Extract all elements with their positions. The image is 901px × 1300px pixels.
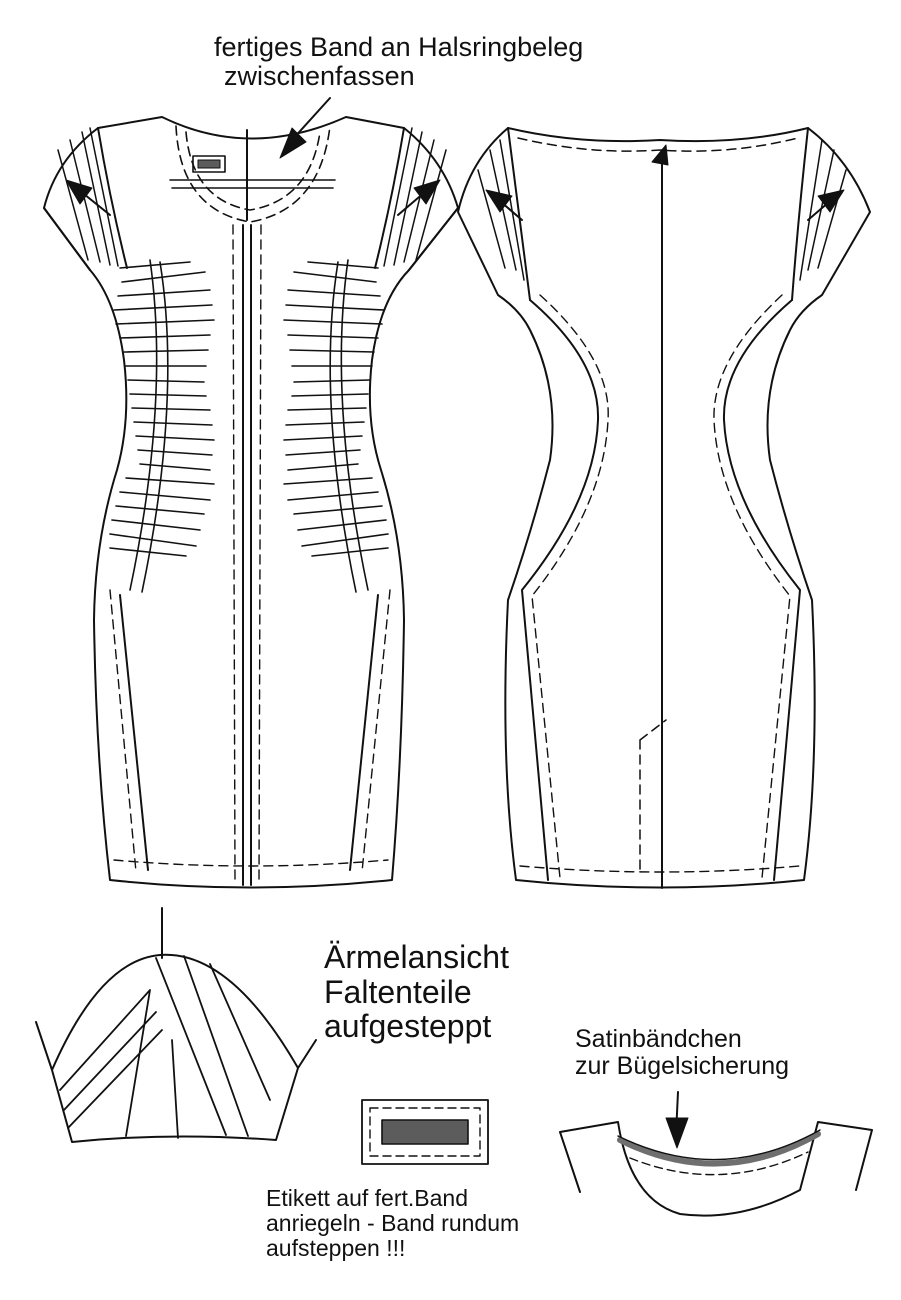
band-note-line1: fertiges Band an Halsringbeleg <box>214 32 584 62</box>
back-side-panel-left <box>522 300 598 880</box>
label-tag <box>382 1120 468 1144</box>
front-side-panel <box>120 595 378 870</box>
back-side-panel-right <box>724 300 800 880</box>
front-center-seam <box>243 130 251 885</box>
sleeve-note-line2: Faltenteile <box>324 973 472 1010</box>
sleeve-view-note <box>324 940 509 1044</box>
neck-band-detail-view <box>560 1092 872 1216</box>
back-left-sleeve <box>508 128 530 300</box>
front-band <box>170 180 335 188</box>
band-instruction-note <box>214 33 583 91</box>
satin-band-note <box>575 1026 789 1080</box>
sleeve-detail-view <box>36 908 316 1142</box>
label-note-line3: aufsteppen !!! <box>266 1234 406 1261</box>
band-note-line2: zwischenfassen <box>224 61 415 92</box>
back-outline <box>458 128 870 888</box>
sleeve-note-line3: aufgesteppt <box>324 1008 492 1045</box>
back-right-sleeve <box>792 128 808 300</box>
sleeve-note-line1: Ärmelansicht <box>324 939 509 975</box>
label-note-line2: anriegeln - Band rundum <box>266 1209 520 1236</box>
label-instruction-note <box>266 1186 519 1260</box>
neck-facing-outline <box>560 1122 872 1216</box>
satin-note-line2: zur Bügelsicherung <box>575 1052 790 1080</box>
dress-back-view <box>458 128 870 888</box>
satin-note-line1: Satinbändchen <box>575 1025 742 1053</box>
dress-front-view <box>44 98 458 888</box>
label-note-line1: Etikett auf fert.Band <box>266 1185 469 1211</box>
label-detail-view <box>362 1100 488 1164</box>
neck-facing-stitch <box>176 126 330 222</box>
